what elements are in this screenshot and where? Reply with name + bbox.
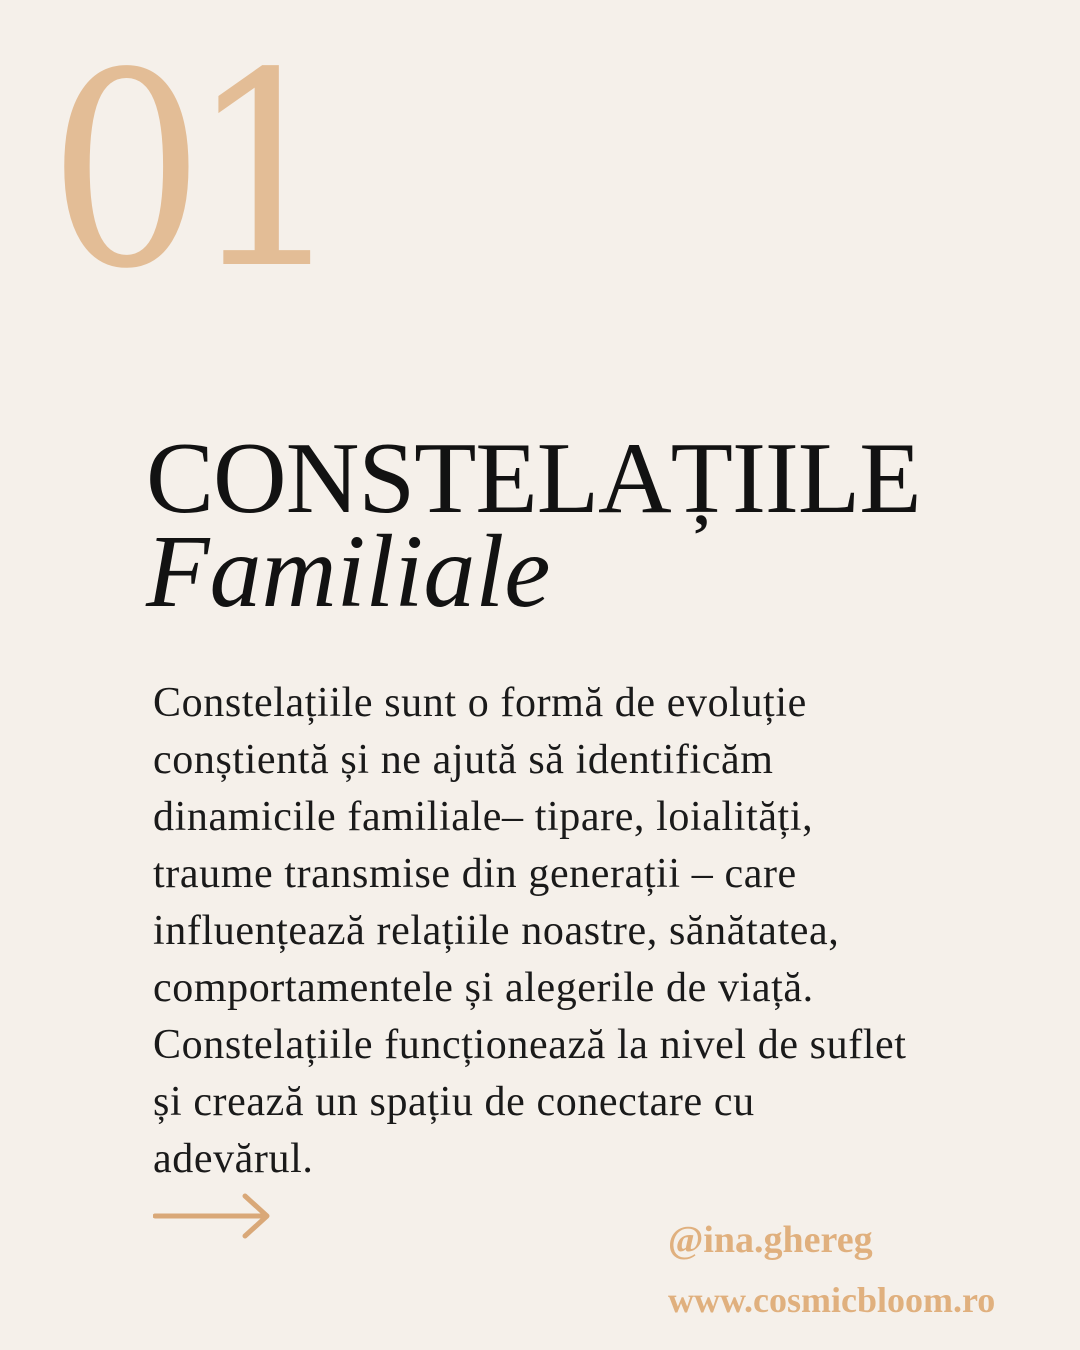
slide-number: 01 [48,16,329,328]
body-line: și crează un spațiu de conectare cu [153,1079,755,1125]
body-line: comportamentele și alegerile de viață. [153,965,814,1011]
body-paragraph [153,675,1033,1188]
slide-title: CONSTELAȚIILE [146,422,921,535]
body-line: influențează relațiile noastre, sănătatea, [153,908,840,954]
body-line: Constelațiile sunt o formă de evoluție [153,680,807,726]
slide-subtitle: Familiale [146,514,551,629]
arrow-right-icon[interactable] [153,1190,273,1242]
body-line: adevărul. [153,1136,314,1182]
body-line: dinamicile familiale– tipare, loialități, [153,794,814,840]
website-link[interactable]: www.cosmicbloom.ro [668,1280,996,1320]
body-line: conștientă și ne ajută să identificăm [153,737,774,783]
body-line: traume transmise din generații – care [153,851,797,897]
instagram-handle[interactable]: @ina.ghereg [668,1219,873,1261]
body-line: Constelațiile funcționează la nivel de suflet [153,1022,907,1068]
